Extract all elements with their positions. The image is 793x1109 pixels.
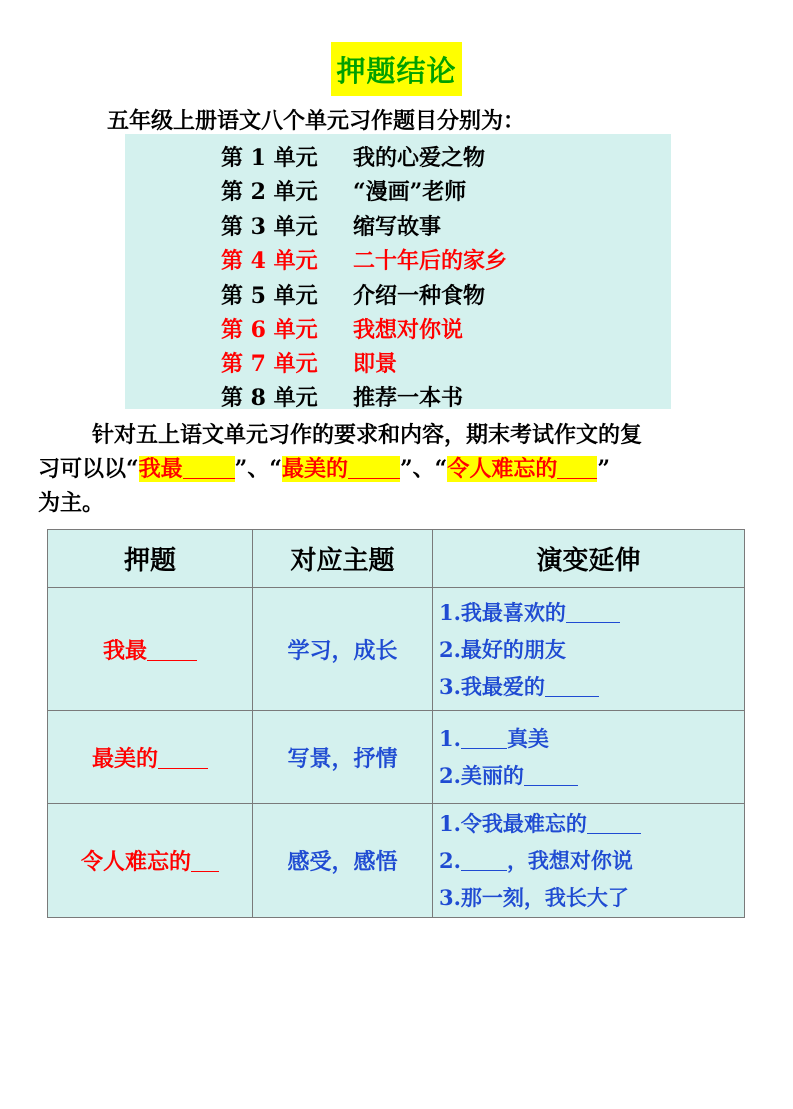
theme-cell: 学习，成长	[253, 588, 433, 711]
unit-row-1: 第 1 单元 我的心爱之物	[221, 145, 486, 171]
table-header-row	[48, 530, 745, 588]
blank-line	[566, 600, 620, 623]
highlight-lingren: 令人难忘的	[447, 456, 597, 482]
unit-row-4: 第 4 单元 二十年后的家乡	[221, 248, 508, 274]
extension-item: 1. 真美	[439, 726, 549, 751]
unit-row-7: 第 7 单元 即景	[221, 351, 398, 377]
blank-line	[461, 848, 507, 871]
extension-item: 3.我最爱的	[439, 668, 744, 705]
unit-row-8: 第 8 单元 推荐一本书	[221, 385, 464, 411]
unit-row-6: 第 6 单元 我想对你说	[221, 317, 464, 343]
blank-line	[545, 674, 599, 697]
extension-item: 3.那一刻，我长大了	[439, 885, 629, 910]
extension-item: 1.我最喜欢的	[439, 594, 744, 631]
table-row	[48, 711, 745, 804]
extension-item: 2.最好的朋友	[439, 636, 566, 662]
table-row	[48, 588, 745, 711]
page-title: 押题结论	[331, 42, 462, 96]
unit-row-3: 第 3 单元 缩写故事	[221, 214, 442, 240]
header-theme: 对应主题	[253, 530, 433, 588]
blank-line	[587, 811, 641, 834]
blank-line	[461, 726, 507, 749]
blank-line	[348, 456, 400, 479]
blank-line	[158, 746, 208, 769]
intro-text: 五年级上册语文八个单元习作题目分别为：	[107, 108, 526, 134]
highlight-wozui: 我最	[139, 456, 235, 482]
blank-line	[557, 456, 597, 479]
topic-cell: 最美的	[48, 711, 253, 804]
topic-cell: 令人难忘的	[48, 804, 253, 918]
extension-cell	[433, 804, 745, 918]
header-extension: 演变延伸	[433, 530, 745, 588]
theme-cell: 感受，感悟	[253, 804, 433, 918]
theme-cell: 写景，抒情	[253, 711, 433, 804]
table-row	[48, 804, 745, 918]
extension-item: 1.令我最难忘的	[439, 805, 744, 842]
unit-row-2: 第 2 单元 “漫画”老师	[221, 179, 467, 205]
unit-row-5: 第 5 单元 介绍一种食物	[221, 283, 486, 309]
extension-item: 2.美丽的	[439, 757, 744, 794]
topic-cell: 我最	[48, 588, 253, 711]
extension-cell	[433, 711, 745, 804]
para-line-2: 习可以以“我最 ”、“最美的 ”、“令人难忘的 ”	[38, 456, 610, 482]
extension-cell	[433, 588, 745, 711]
blank-line	[524, 763, 578, 786]
extension-item: 2. ，我想对你说	[439, 848, 633, 873]
blank-line	[183, 456, 235, 479]
header-topic: 押题	[48, 530, 253, 588]
highlight-zuimeide: 最美的	[282, 456, 400, 482]
para-line-3: 为主。	[38, 490, 105, 516]
blank-line	[191, 849, 219, 872]
topic-table	[47, 529, 745, 918]
para-line-1: 针对五上语文单元习作的要求和内容，期末考试作文的复	[92, 422, 643, 448]
blank-line	[147, 638, 197, 661]
